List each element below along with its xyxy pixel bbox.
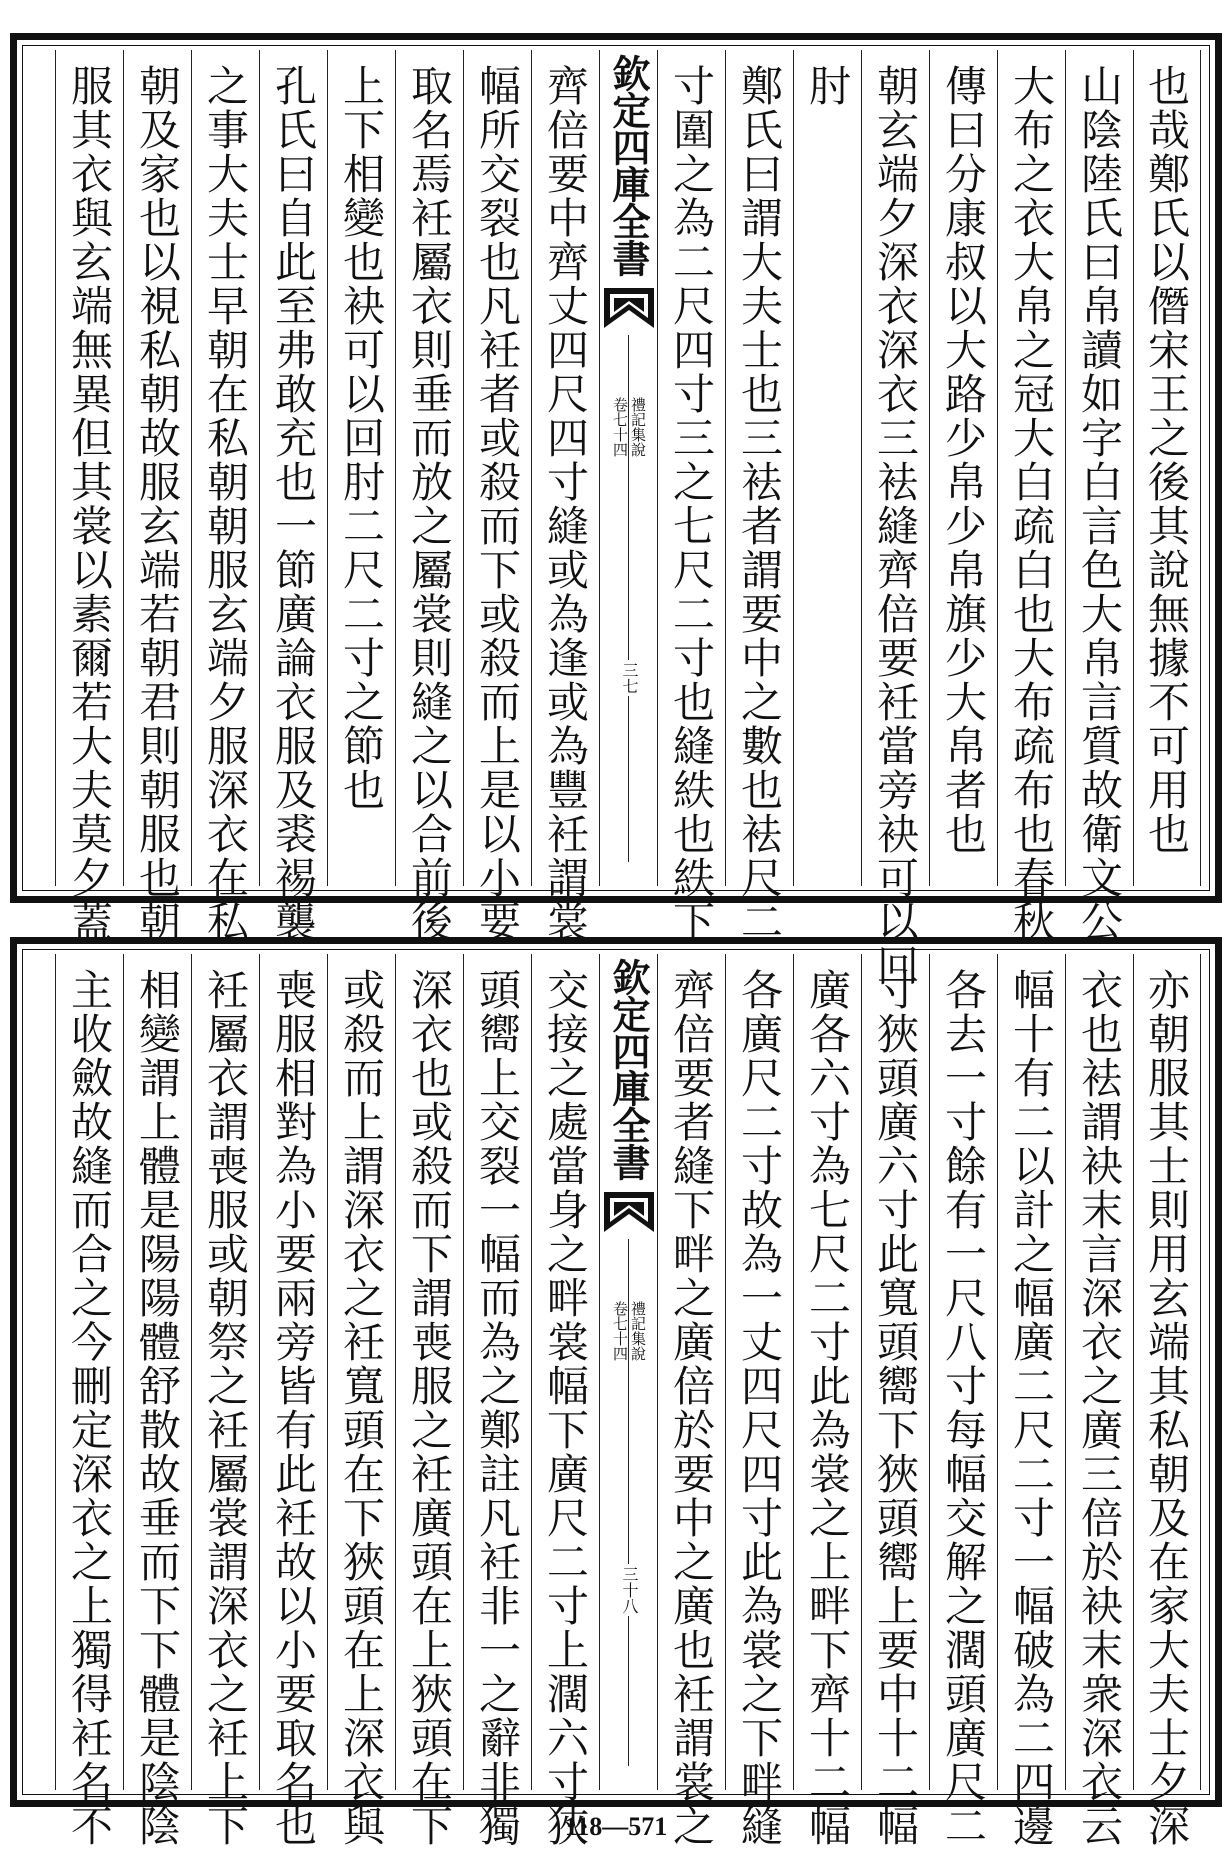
volume-label: 卷七十四 [611, 397, 629, 457]
text-column: 孔氏曰自此至弗敢充也一節廣論衣服及裘裼襲 [259, 50, 327, 886]
text-column: 山陰陸氏曰帛讀如字白言色大帛言質故衛文公 [1065, 50, 1133, 886]
text-column: 取名焉衽屬衣則垂而放之屬裳則縫之以合前後 [395, 50, 463, 886]
leaf-number: 三十八 [620, 1566, 639, 1614]
text-column: 服其衣與玄端無異但其裳以素爾若大夫莫夕蓋 [55, 50, 123, 886]
text-column: 上下相變也袂可以回肘二尺二寸之節也 [327, 50, 395, 886]
text-column: 衣也袪謂袂末言深衣之廣三倍於袂末衆深衣云 [1065, 954, 1133, 1790]
top-page-columns [27, 50, 1205, 988]
text-column: 朝玄端夕深衣深衣三袪縫齊倍要衽當旁袂可以回 [861, 50, 929, 886]
collection-title: 欽定四庫全書 [606, 958, 651, 1180]
text-column: 齊倍要者縫下畔之廣倍於要中之廣也衽謂裳之 [657, 954, 725, 1790]
collection-title: 欽定四庫全書 [606, 54, 651, 276]
text-column: 各去一寸餘有一尺八寸每幅交解之濶頭廣尺二 [929, 954, 997, 1790]
text-column: 寸圍之為二尺四寸三之七尺二寸也縫紩也紩下 [657, 50, 725, 886]
text-column: 也哉鄭氏以僭宋王之後其說無據不可用也 [1133, 50, 1201, 886]
center-fold [599, 50, 657, 886]
text-column: 喪服相對為小要兩旁皆有此衽故以小要取名也 [259, 954, 327, 1790]
book-title: 禮記集說 [629, 397, 647, 457]
text-column: 齊倍要中齊丈四尺四寸縫或為逢或為豐衽謂裳 [531, 50, 599, 886]
text-column: 頭嚮上交裂一幅而為之鄭註凡衽非一之辭非獨 [463, 954, 531, 1790]
text-column: 幅十有二以計之幅廣二尺二寸一幅破為二四邊 [997, 954, 1065, 1790]
center-fold [599, 954, 657, 1790]
text-column: 傳曰分康叔以大路少帛少帛旗少大帛者也 [929, 50, 997, 886]
text-column: 各廣尺二寸故為一丈四尺四寸此為裳之下畔縫 [725, 954, 793, 1790]
top-page [10, 33, 1222, 988]
text-column: 廣各六寸為七尺二寸此為裳之上畔下齊十二幅 [793, 954, 861, 1790]
text-column: 相變謂上體是陽陽體舒散故垂而下下體是陰陰 [123, 954, 191, 1790]
text-column: 寸狹頭廣六寸此寬頭嚮下狹頭嚮上要中十二幅 [861, 954, 929, 1790]
text-column: 衽屬衣謂喪服或朝祭之衽屬裳謂深衣之衽上下 [191, 954, 259, 1790]
text-column: 亦朝服其士則用玄端其私朝及在家大夫士夕深 [1133, 954, 1201, 1790]
fish-tail-mark-icon [604, 288, 654, 328]
text-column: 大布之衣大帛之冠大白疏白也大布疏布也春秋 [997, 50, 1065, 886]
text-column: 肘 [793, 50, 861, 886]
text-column: 主收斂故縫而合之今刪定深衣之上獨得衽名不 [55, 954, 123, 1790]
leaf-number: 三七 [620, 662, 639, 694]
page-number: 118—571 [564, 1812, 668, 1841]
text-column: 之事大夫士早朝在私朝朝服玄端夕服深衣在私 [191, 50, 259, 886]
book-title: 禮記集說 [629, 1301, 647, 1361]
volume-label: 卷七十四 [611, 1301, 629, 1361]
text-column: 鄭氏曰謂大夫士也三袪者謂要中之數也袪尺二 [725, 50, 793, 886]
text-column: 深衣也或殺而下謂喪服之衽廣頭在上狹頭在下 [395, 954, 463, 1790]
text-column: 幅所交裂也凡衽者或殺而下或殺而上是以小要 [463, 50, 531, 886]
text-column: 朝及家也以視私朝故服玄端若朝君則朝服也朝 [123, 50, 191, 886]
text-column: 交接之處當身之畔裳幅下廣尺二寸上濶六寸狹 [531, 954, 599, 1790]
fish-tail-mark-icon [604, 1192, 654, 1232]
text-column: 或殺而上謂深衣之衽寬頭在下狹頭在上深衣與 [327, 954, 395, 1790]
